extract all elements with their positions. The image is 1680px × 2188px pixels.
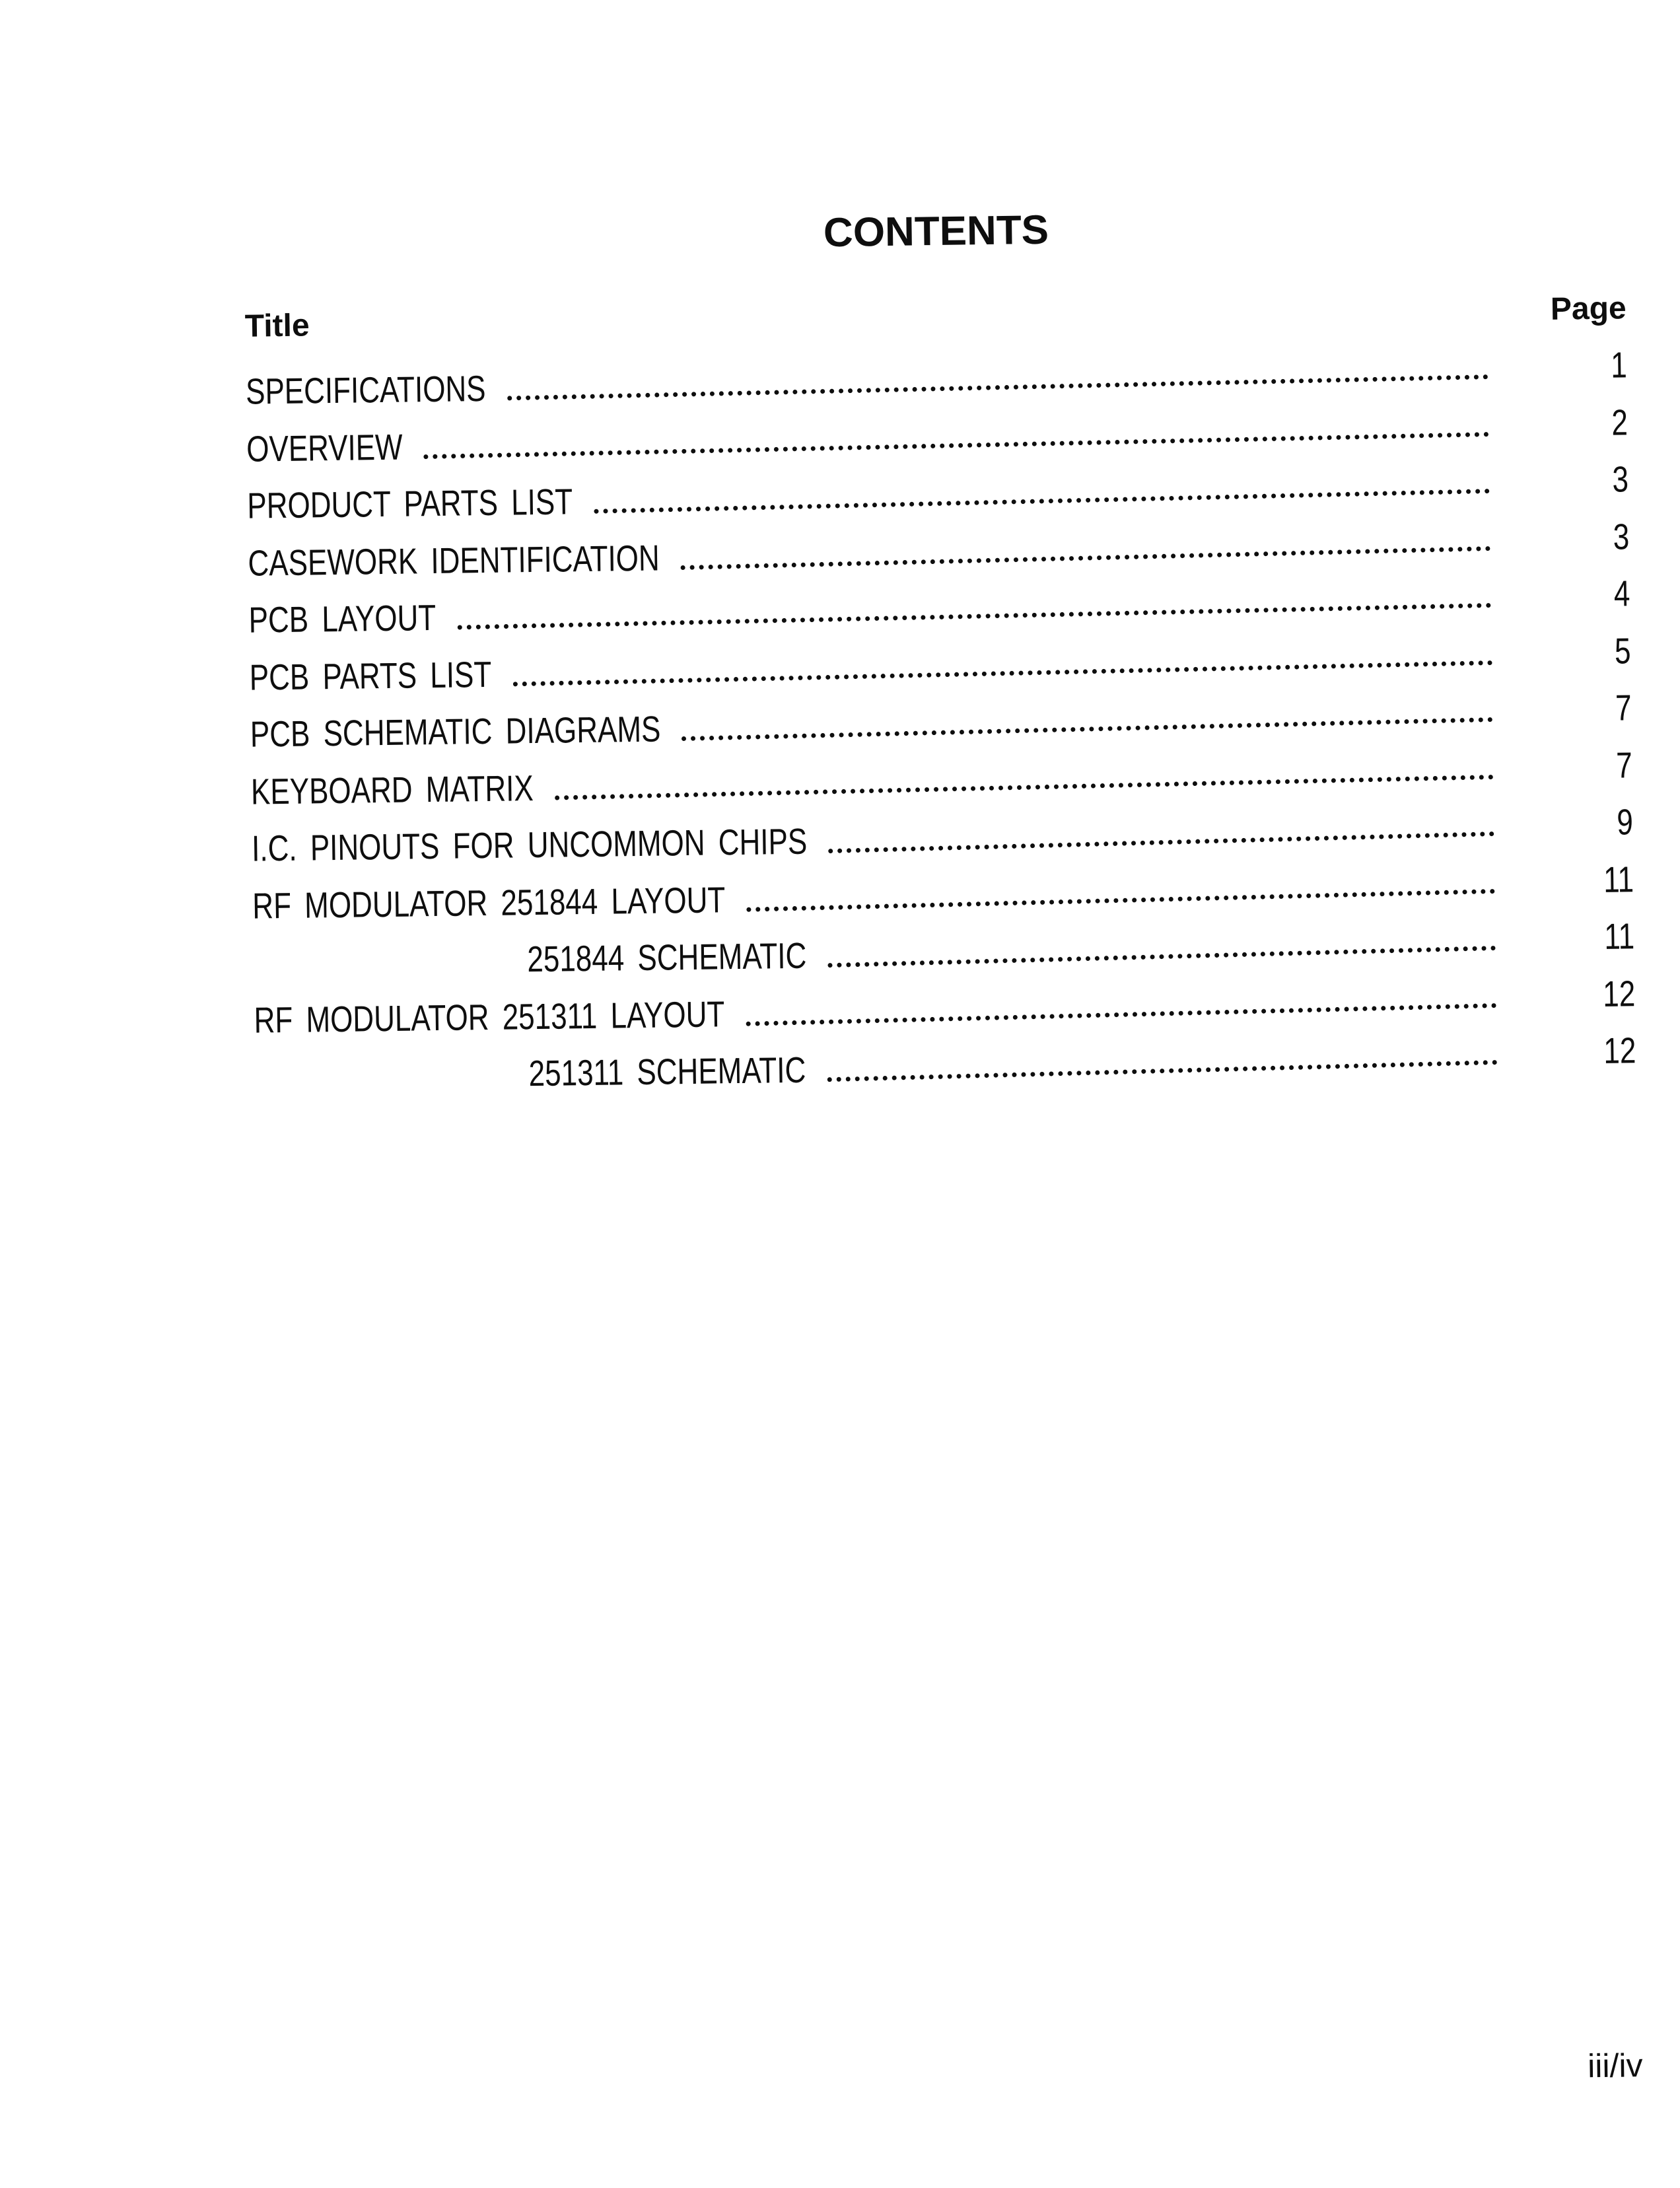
toc-page-number: 11 (1603, 915, 1635, 957)
toc-entry-label: 251844 SCHEMATIC (526, 935, 807, 980)
dot-leader (512, 660, 1492, 686)
dot-leader (594, 489, 1490, 514)
page-footer-number: iii/iv (1587, 2047, 1643, 2085)
column-header-page: Page (1550, 291, 1627, 327)
toc-page-number: 9 (1616, 801, 1634, 843)
dot-leader (746, 1003, 1496, 1026)
toc-page-number: 3 (1613, 515, 1630, 557)
dot-leader (682, 717, 1492, 741)
dot-leader (681, 546, 1491, 570)
toc-page-number: 4 (1613, 573, 1630, 614)
toc-page-number: 12 (1602, 972, 1636, 1014)
toc-entry-label: OVERVIEW (246, 426, 403, 470)
toc-page-number: 12 (1603, 1030, 1636, 1071)
toc-entry-label: RF MODULATOR 251311 LAYOUT (254, 993, 725, 1041)
toc-list (246, 345, 1637, 1106)
dot-leader (457, 603, 1491, 630)
toc-page-number: 1 (1610, 344, 1628, 386)
toc-page-number: 7 (1615, 687, 1632, 728)
toc-entry-label: CASEWORK IDENTIFICATION (248, 537, 660, 584)
toc-page-number: 5 (1614, 629, 1631, 672)
dot-leader (424, 432, 1489, 459)
dot-leader (746, 888, 1495, 911)
toc-page-number: 2 (1611, 401, 1628, 443)
dot-leader (827, 1060, 1497, 1082)
column-headers (245, 293, 1627, 342)
toc-entry-label: PCB SCHEMATIC DIAGRAMS (250, 708, 661, 755)
toc-page-number: 7 (1615, 744, 1633, 786)
toc-entry-label: I.C. PINOUTS FOR UNCOMMON CHIPS (251, 820, 808, 869)
column-header-title: Title (244, 308, 310, 344)
toc-entry-label: 251311 SCHEMATIC (528, 1049, 806, 1094)
toc-entry-label: SPECIFICATIONS (245, 367, 486, 412)
toc-entry-label: KEYBOARD MATRIX (250, 767, 534, 812)
toc-page-number: 11 (1603, 858, 1634, 900)
toc-page-number: 3 (1612, 458, 1629, 500)
dot-leader (828, 831, 1494, 853)
dot-leader (555, 774, 1494, 800)
dot-leader (827, 946, 1496, 968)
page-title: CONTENTS (823, 207, 1049, 256)
toc-entry-label: PCB PARTS LIST (249, 653, 492, 698)
toc-entry-label: PCB LAYOUT (248, 596, 437, 641)
dot-leader (507, 374, 1488, 400)
toc-entry-label: PRODUCT PARTS LIST (246, 481, 573, 526)
toc-entry-label: RF MODULATOR 251844 LAYOUT (252, 878, 726, 927)
